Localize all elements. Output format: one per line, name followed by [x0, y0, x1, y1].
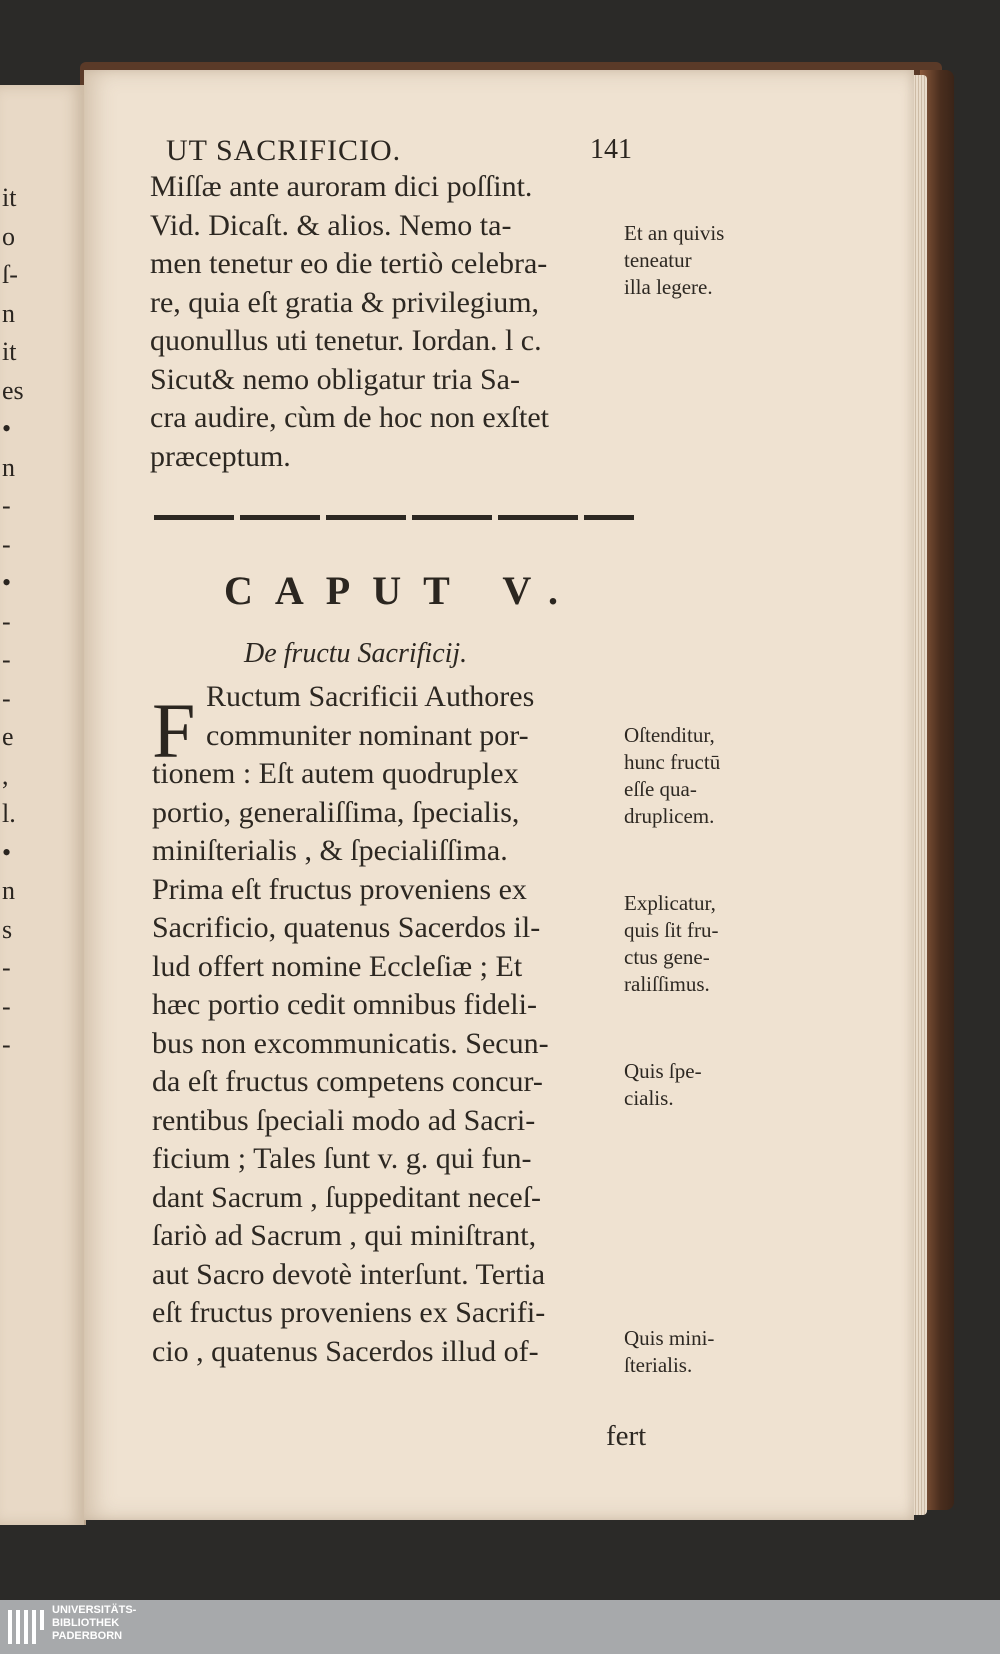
text-line: aut Sacro devotè interſunt. Tertia	[152, 1257, 546, 1291]
edge-fragment: •	[2, 414, 12, 443]
text-line: lud offert nomine Eccleſiæ ; Et	[152, 949, 523, 983]
text-line: Ructum Sacrificii Authores	[206, 680, 535, 713]
edge-fragment: s	[2, 914, 13, 944]
text-line: Sicut& nemo obligatur tria Sa-	[150, 362, 520, 396]
text-line: re, quia eſt gratia & privilegium,	[150, 285, 540, 319]
text-line: dant Sacrum , ſuppeditant neceſ-	[152, 1180, 542, 1214]
margin-note: Quis ſpe- cialis.	[624, 1059, 702, 1110]
drop-cap: F	[152, 687, 196, 774]
text-line: bus non excommunicatis. Secun-	[152, 1026, 549, 1060]
text-line: eſt fructus proveniens ex Sacrifi-	[152, 1296, 546, 1329]
left-page-edge-text	[0, 85, 84, 1525]
edge-fragment: l.	[2, 799, 16, 828]
section-rule	[154, 515, 634, 520]
margin-note: Et an quivis teneatur illa legere.	[624, 221, 725, 299]
edge-fragment: n	[2, 298, 15, 328]
text-line: Prima eſt fructus proveniens ex	[152, 872, 527, 906]
edge-fragment: -	[2, 645, 11, 674]
text-line: Vid. Dicaſt. & alios. Nemo ta-	[150, 208, 512, 242]
running-head: UT SACRIFICIO.	[166, 134, 402, 167]
edge-fragment: es	[2, 375, 24, 405]
text-line: cio , quatenus Sacerdos illud of-	[152, 1334, 539, 1368]
edge-fragment: n	[2, 452, 15, 482]
text-line: præceptum.	[150, 439, 291, 473]
edge-fragment: ,	[2, 760, 9, 790]
library-logo-icon	[6, 1606, 48, 1648]
edge-fragment: n	[2, 876, 15, 905]
margin-note: Oſtenditur, hunc fructū eſſe qua- druplicem.	[624, 723, 721, 828]
edge-fragment: it	[2, 337, 17, 366]
text-line: Miſſæ ante auroram dici poſſint.	[150, 170, 533, 203]
edge-fragment: -	[2, 606, 11, 636]
edge-fragment: o	[2, 221, 15, 251]
margin-note: Quis mini- ſterialis.	[624, 1326, 715, 1377]
edge-fragment: -	[2, 953, 11, 982]
library-logo-text: UNIVERSITÄTS- BIBLIOTHEK PADERBORN	[52, 1604, 137, 1642]
edge-fragment: -	[2, 991, 11, 1021]
edge-fragment: -	[2, 529, 11, 559]
text-line: da eſt fructus competens concur-	[152, 1065, 543, 1098]
text-line: ficium ; Tales ſunt v. g. qui fun-	[152, 1142, 532, 1175]
edge-fragment: e	[2, 722, 14, 751]
page-number: 141	[590, 134, 632, 165]
left-page	[0, 85, 86, 1525]
chapter-heading: CAPUT V.	[224, 568, 581, 613]
text-line: portio, generaliſſima, ſpecialis,	[152, 795, 520, 829]
chapter-subtitle: De fructu Sacrificij.	[244, 638, 468, 669]
text-line: men tenetur eo die tertiò celebra-	[150, 247, 548, 280]
margin-note: Explicatur, quis ſit fru- ctus gene- raliſſimus.	[624, 891, 719, 996]
edge-fragment: -	[2, 491, 11, 520]
text-line: quonullus uti tenetur. Iordan. l c.	[150, 324, 542, 357]
text-line: communiter nominant por-	[206, 718, 529, 752]
catchword: fert	[606, 1420, 647, 1452]
edge-fragment: •	[2, 837, 12, 867]
edge-fragment: it	[2, 183, 17, 212]
edge-fragment: -	[2, 683, 11, 713]
library-footer-bar	[0, 1600, 1000, 1654]
text-line: Sacrificio, quatenus Sacerdos il-	[152, 911, 541, 944]
text-line: miniſterialis , & ſpecialiſſima.	[152, 834, 508, 867]
text-line: rentibus ſpeciali modo ad Sacri-	[152, 1103, 536, 1137]
edge-fragment: ſ-	[2, 260, 18, 289]
text-line: ſariò ad Sacrum , qui miniſtrant,	[152, 1219, 537, 1252]
text-line: hæc portio cedit omnibus fideli-	[152, 988, 537, 1021]
edge-fragment: •	[2, 568, 12, 597]
text-line: tionem : Eſt autem quodruplex	[152, 757, 519, 790]
text-line: cra audire, cùm de hoc non exſtet	[150, 401, 549, 434]
edge-fragment: -	[2, 1030, 11, 1059]
right-page	[84, 70, 914, 1520]
